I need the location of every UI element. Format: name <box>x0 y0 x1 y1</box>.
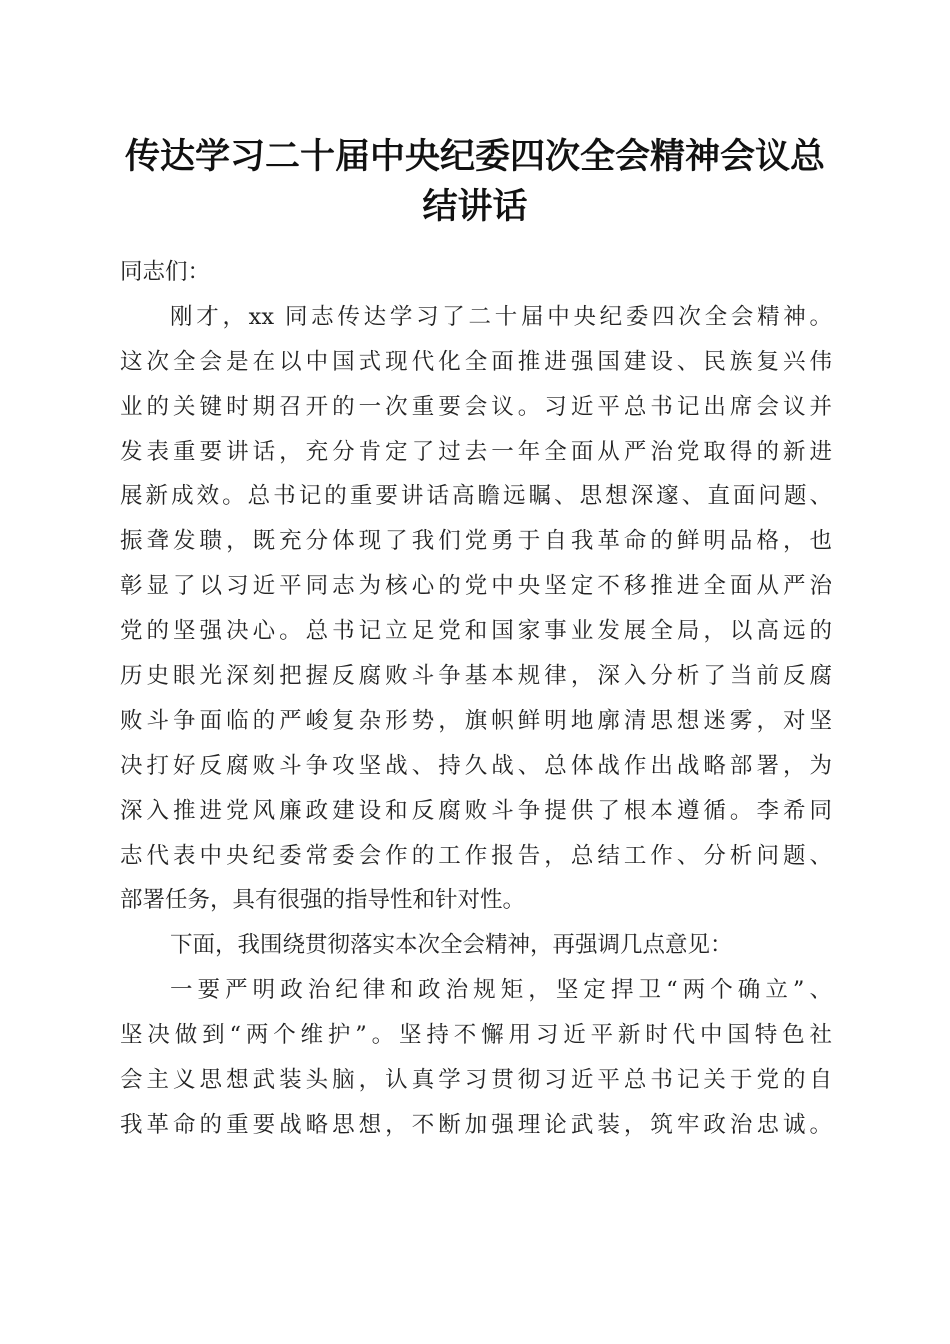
paragraph-line: 深入推进党风廉政建设和反腐败斗争提供了根本遵循。李希同 <box>120 797 832 824</box>
paragraph-3 <box>120 968 832 1148</box>
paragraph-line: 业的关键时期召开的一次重要会议。习近平总书记出席会议并 <box>120 393 832 420</box>
paragraph-line: 部署任务，具有很强的指导性和针对性。 <box>120 887 526 914</box>
paragraph-line: 这次全会是在以中国式现代化全面推进强国建设、民族复兴伟 <box>120 348 832 375</box>
document-body <box>120 250 832 1148</box>
paragraph-line: 决打好反腐败斗争攻坚战、持久战、总体战作出战略部署，为 <box>120 752 832 779</box>
paragraph-line: 败斗争面临的严峻复杂形势，旗帜鲜明地廓清思想迷雾，对坚 <box>120 707 832 734</box>
paragraph-line: 刚才，xx 同志传达学习了二十届中央纪委四次全会精神。 <box>170 303 832 330</box>
paragraph-line: 志代表中央纪委常委会作的工作报告，总结工作、分析问题、 <box>120 842 832 869</box>
title-line-1: 传达学习二十届中央纪委四次全会精神会议总 <box>124 136 825 177</box>
paragraph-line: 振聋发聩，既充分体现了我们党勇于自我革命的鲜明品格，也 <box>120 528 832 555</box>
salutation: 同志们： <box>120 259 211 285</box>
paragraph-line: 一要严明政治纪律和政治规矩，坚定捍卫“两个确立”、 <box>170 977 832 1004</box>
paragraph-line: 坚决做到“两个维护”。坚持不懈用习近平新时代中国特色社 <box>120 1022 832 1049</box>
title-line-2: 结讲话 <box>422 186 528 227</box>
paragraph-line: 发表重要讲话，充分肯定了过去一年全面从严治党取得的新进 <box>120 438 832 465</box>
paragraph-line: 会主义思想武装头脑，认真学习贯彻习近平总书记关于党的自 <box>120 1067 832 1094</box>
paragraph-line: 展新成效。总书记的重要讲话高瞻远瞩、思想深邃、直面问题、 <box>120 483 832 510</box>
paragraph-line: 彰显了以习近平同志为核心的党中央坚定不移推进全面从严治 <box>120 573 832 600</box>
paragraph-line: 我革命的重要战略思想，不断加强理论武装，筑牢政治忠诚。 <box>120 1111 832 1138</box>
paragraph-line: 历史眼光深刻把握反腐败斗争基本规律，深入分析了当前反腐 <box>120 663 832 690</box>
document-title <box>100 132 850 232</box>
paragraph-1 <box>120 295 832 923</box>
paragraph-line: 下面，我围绕贯彻落实本次全会精神，再强调几点意见： <box>170 932 733 959</box>
paragraph-2 <box>120 923 832 968</box>
paragraph-line: 党的坚强决心。总书记立足党和国家事业发展全局，以高远的 <box>120 618 832 645</box>
